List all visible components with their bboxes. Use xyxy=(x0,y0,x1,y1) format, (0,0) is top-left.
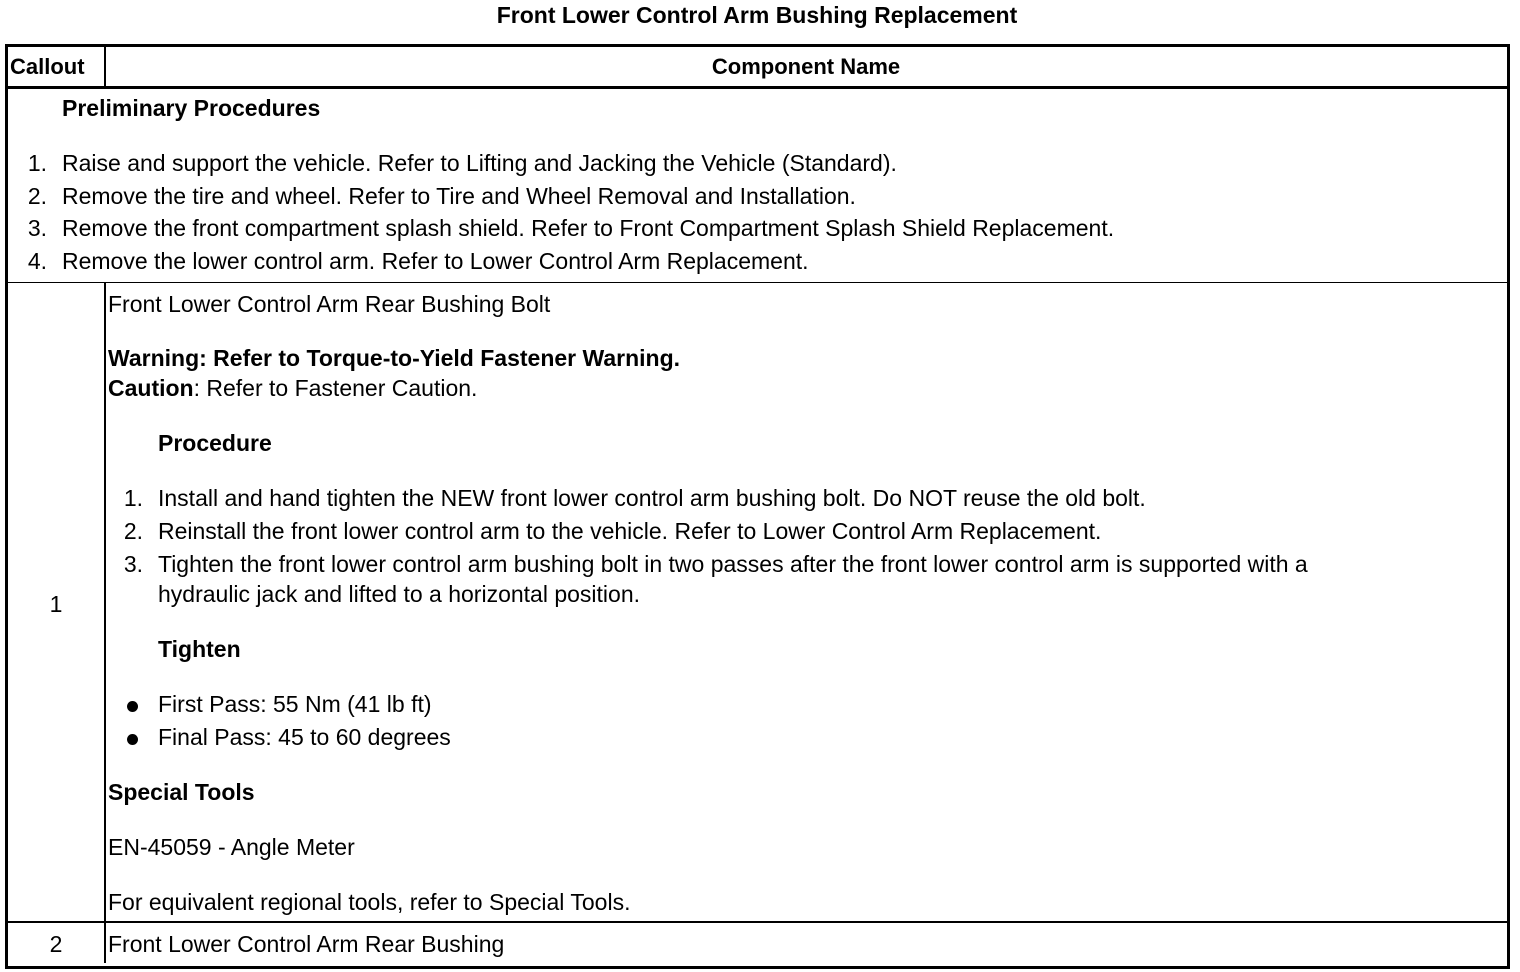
prelim-step-text: Raise and support the vehicle. Refer to Lifting and Jacking the Vehicle (Standard). xyxy=(62,150,897,176)
component-name-header: Component Name xyxy=(711,54,901,79)
warning-note: Warning: Refer to Torque-to-Yield Fastener Warning. xyxy=(108,345,681,371)
special-tools-heading: Special Tools xyxy=(108,779,255,805)
component-name: Front Lower Control Arm Rear Bushing xyxy=(108,931,505,957)
procedure-step-number: 3. xyxy=(123,551,143,577)
bullet-icon xyxy=(127,734,138,745)
procedure-step-text: Tighten the front lower control arm bushing bolt in two passes after the front lower control arm is supported with a xyxy=(158,551,1308,577)
procedure-step-text: Install and hand tighten the NEW front lower control arm bushing bolt. Do NOT reuse the old bolt. xyxy=(158,485,1146,511)
prelim-step-text: Remove the lower control arm. Refer to Lower Control Arm Replacement. xyxy=(62,248,809,274)
procedure-step-number: 1. xyxy=(123,485,143,511)
prelim-step-number: 4. xyxy=(27,248,47,274)
tighten-item: First Pass: 55 Nm (41 lb ft) xyxy=(158,691,432,717)
row-divider xyxy=(8,921,1507,923)
prelim-step-text: Remove the front compartment splash shield. Refer to Front Compartment Splash Shield Replacement. xyxy=(62,215,1115,241)
callout-header: Callout xyxy=(10,54,85,79)
caution-note xyxy=(108,373,477,403)
caution-text: : Refer to Fastener Caution. xyxy=(193,375,478,401)
procedure-step-text-continued: hydraulic jack and lifted to a horizontal position. xyxy=(158,581,641,607)
callout-column-divider xyxy=(104,283,106,963)
tighten-item: Final Pass: 45 to 60 degrees xyxy=(158,724,451,750)
prelim-step-number: 2. xyxy=(27,183,47,209)
prelim-step-number: 3. xyxy=(27,215,47,241)
prelim-step-text: Remove the tire and wheel. Refer to Tire and Wheel Removal and Installation. xyxy=(62,183,856,209)
bullet-icon xyxy=(127,701,138,712)
callout-number: 1 xyxy=(49,591,63,617)
procedure-step-text: Reinstall the front lower control arm to the vehicle. Refer to Lower Control Arm Replacement. xyxy=(158,518,1102,544)
component-name: Front Lower Control Arm Rear Bushing Bolt xyxy=(108,291,551,317)
regional-tools-note: For equivalent regional tools, refer to Special Tools. xyxy=(108,889,631,915)
preliminary-divider xyxy=(8,282,1507,283)
preliminary-heading: Preliminary Procedures xyxy=(62,95,321,121)
header-divider xyxy=(8,86,1507,89)
procedure-heading: Procedure xyxy=(158,430,272,456)
procedure-table xyxy=(5,44,1510,969)
prelim-step-number: 1. xyxy=(27,150,47,176)
procedure-step-number: 2. xyxy=(123,518,143,544)
special-tool: EN-45059 - Angle Meter xyxy=(108,834,355,860)
caution-label: Caution xyxy=(108,375,194,401)
callout-number: 2 xyxy=(49,931,63,957)
tighten-heading: Tighten xyxy=(158,636,241,662)
page-title: Front Lower Control Arm Bushing Replacement xyxy=(496,2,1018,28)
